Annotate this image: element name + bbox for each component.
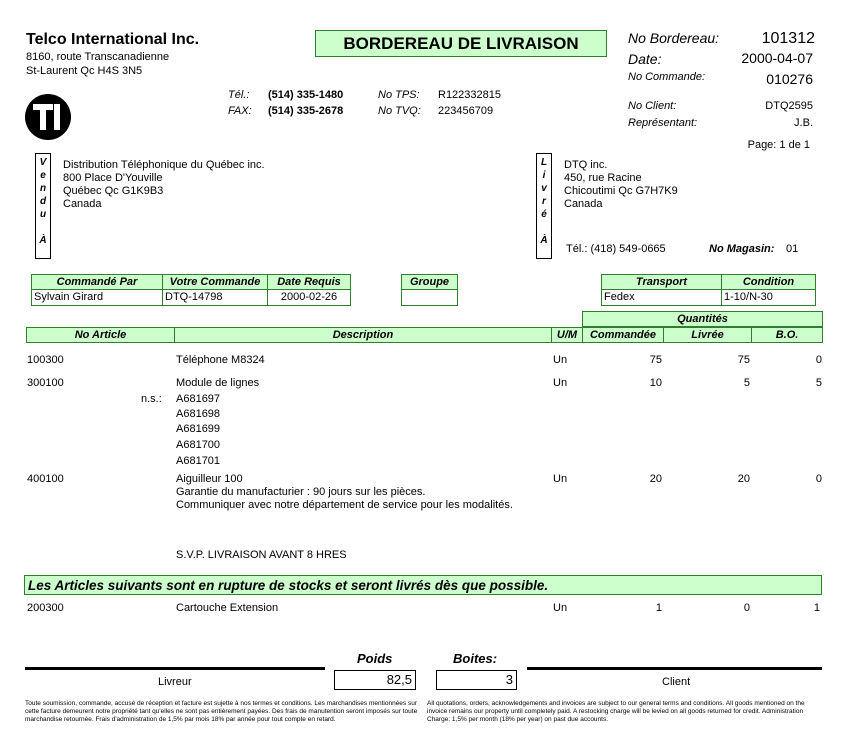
item-description: Cartouche Extension — [176, 602, 279, 614]
tvq-label: No TVQ: — [378, 105, 421, 117]
item-description: Téléphone M8324 — [176, 354, 265, 366]
vertical-letter: À — [39, 235, 47, 246]
item-commandee: 20 — [649, 473, 662, 485]
vertical-letter: À — [540, 235, 548, 246]
serial-number: A681701 — [176, 455, 221, 467]
vertical-letter: d — [39, 196, 47, 207]
item-livree: 0 — [743, 602, 750, 614]
company-logo — [25, 94, 71, 140]
item-livree: 20 — [737, 473, 750, 485]
backorder-banner: Les Articles suivants sont en rupture de stocks et seront livrés dès que possible. — [24, 575, 822, 595]
poids-label: Poids — [357, 651, 393, 666]
rep-value: J.B. — [794, 117, 813, 129]
item-description: Aiguilleur 100 — [176, 473, 243, 485]
item-article: 300100 — [27, 377, 64, 389]
ship-to-line1: DTQ inc. — [564, 159, 608, 171]
header-commande-par: Commandé Par — [31, 274, 163, 290]
header-livree: Livrée — [663, 327, 752, 343]
sold-to-line4: Canada — [63, 198, 102, 210]
delivery-note: S.V.P. LIVRAISON AVANT 8 HRES — [176, 549, 347, 561]
livreur-label: Livreur — [158, 676, 192, 688]
ti-logo-icon — [25, 94, 71, 140]
tel-label: Tél.: — [228, 89, 250, 101]
client-signature-line — [527, 667, 822, 670]
item-article: 100300 — [27, 354, 64, 366]
vendu-a-label — [35, 153, 51, 259]
header-votre-commande: Votre Commande — [162, 274, 268, 290]
header-description: Description — [174, 327, 552, 343]
sold-to-line1: Distribution Téléphonique du Québec inc. — [63, 159, 265, 171]
serial-label: n.s.: — [141, 393, 162, 405]
vertical-letter: L — [540, 157, 548, 168]
serial-number: A681698 — [176, 408, 221, 420]
sold-to-line3: Québec Qc G1K9B3 — [63, 185, 164, 197]
header-condition: Condition — [721, 274, 816, 290]
warranty-note: Garantie du manufacturier : 90 jours sur les pièces. — [176, 486, 426, 498]
ship-to-tel: Tél.: (418) 549-0665 — [566, 243, 666, 255]
item-commandee: 10 — [649, 377, 662, 389]
commande-label: No Commande: — [628, 71, 706, 83]
groupe-value — [401, 290, 458, 306]
item-commandee: 1 — [655, 602, 662, 614]
fax-label: FAX: — [228, 105, 252, 117]
item-um: Un — [553, 377, 568, 389]
header-quantites: Quantités — [582, 311, 823, 327]
votre-commande-value: DTQ-14798 — [162, 290, 268, 306]
tvq-value: 223456709 — [438, 105, 494, 117]
livre-a-label — [536, 153, 552, 259]
item-article: 400100 — [27, 473, 64, 485]
client-label-footer: Client — [662, 676, 691, 688]
ship-to-line4: Canada — [564, 198, 603, 210]
item-bo: 5 — [815, 377, 822, 389]
commande-value: 010276 — [766, 71, 813, 87]
header-bo: B.O. — [751, 327, 823, 343]
livreur-signature-line — [25, 667, 325, 670]
company-name: Telco International Inc. — [26, 31, 200, 48]
serial-number: A681697 — [176, 393, 221, 405]
vertical-letter: v — [541, 183, 547, 194]
item-bo: 0 — [815, 473, 822, 485]
vertical-letter: u — [39, 209, 47, 220]
sold-to-line2: 800 Place D'Youville — [63, 172, 163, 184]
client-value: DTQ2595 — [765, 100, 813, 112]
header-groupe: Groupe — [401, 274, 458, 290]
date-value: 2000-04-07 — [741, 50, 813, 66]
vertical-letter: r — [542, 196, 546, 207]
fax-value: (514) 335-2678 — [268, 105, 344, 117]
service-note: Communiquer avec notre département de service pour les modalités. — [176, 499, 513, 511]
bordereau-number: 101312 — [761, 30, 815, 47]
ship-to-line2: 450, rue Racine — [564, 172, 642, 184]
date-requis-value: 2000-02-26 — [267, 290, 351, 306]
company-address-line1: 8160, route Transcanadienne — [26, 51, 170, 63]
item-um: Un — [553, 602, 568, 614]
item-livree: 75 — [737, 354, 750, 366]
page-number: Page: 1 de 1 — [747, 139, 810, 151]
boites-value: 3 — [436, 670, 517, 690]
header-date-requis: Date Requis — [267, 274, 351, 290]
tps-value: R122332815 — [438, 89, 502, 101]
item-commandee: 75 — [649, 354, 662, 366]
client-label: No Client: — [628, 100, 677, 112]
header-commandee: Commandée — [582, 327, 664, 343]
bordereau-label: No Bordereau: — [628, 30, 720, 46]
boites-label: Boites: — [453, 651, 498, 666]
document-title: BORDEREAU DE LIVRAISON — [315, 30, 607, 57]
vertical-letter: n — [39, 183, 47, 194]
item-um: Un — [553, 473, 568, 485]
company-address-line2: St-Laurent Qc H4S 3N5 — [26, 65, 143, 77]
date-label: Date: — [628, 51, 662, 67]
serial-number: A681700 — [176, 439, 221, 451]
header-no-article: No Article — [26, 327, 175, 343]
magasin-label: No Magasin: — [709, 243, 775, 255]
transport-value: Fedex — [601, 290, 722, 306]
condition-value: 1-10/N-30 — [721, 290, 816, 306]
tps-label: No TPS: — [378, 89, 420, 101]
serial-number: A681699 — [176, 423, 221, 435]
vertical-letter: e — [40, 170, 46, 181]
vertical-letter: i — [542, 170, 546, 181]
tel-value: (514) 335-1480 — [268, 89, 344, 101]
vertical-letter: V — [39, 157, 47, 168]
item-bo: 0 — [815, 354, 822, 366]
terms-english: All quotations, orders, acknowledgements and invoices are subject to our general terms and conditions. All goods mentioned on the invoice remains our property until completely paid. A restocking charge will be levied on all goods returned for credit. Administration Charge: 1,5% per month (18% per year) on past due accounts. — [427, 700, 805, 723]
rep-label: Représentant: — [628, 117, 698, 129]
poids-value: 82,5 — [334, 670, 416, 690]
item-article: 200300 — [27, 602, 64, 614]
terms-french: Toute soumission, commande, accusé de réception et facture est sujette à nos termes et conditions. Les marchandises mentionnées sur cette facture demeurent notre propriété tant qu'elles ne sont pas entièrement payées. Des frais de manutention seront imposés sur toute marchandise retournée. Frais d'administration de 1,5% par mois 18% par année pour tout compte en retard. — [25, 700, 418, 723]
item-livree: 5 — [743, 377, 750, 389]
item-description: Module de lignes — [176, 377, 260, 389]
vertical-letter: é — [541, 209, 547, 220]
header-um: U/M — [551, 327, 583, 343]
header-transport: Transport — [601, 274, 722, 290]
item-bo: 1 — [813, 602, 820, 614]
ship-to-line3: Chicoutimi Qc G7H7K9 — [564, 185, 678, 197]
magasin-value: 01 — [786, 243, 799, 255]
commande-par-value: Sylvain Girard — [31, 290, 163, 306]
item-um: Un — [553, 354, 568, 366]
